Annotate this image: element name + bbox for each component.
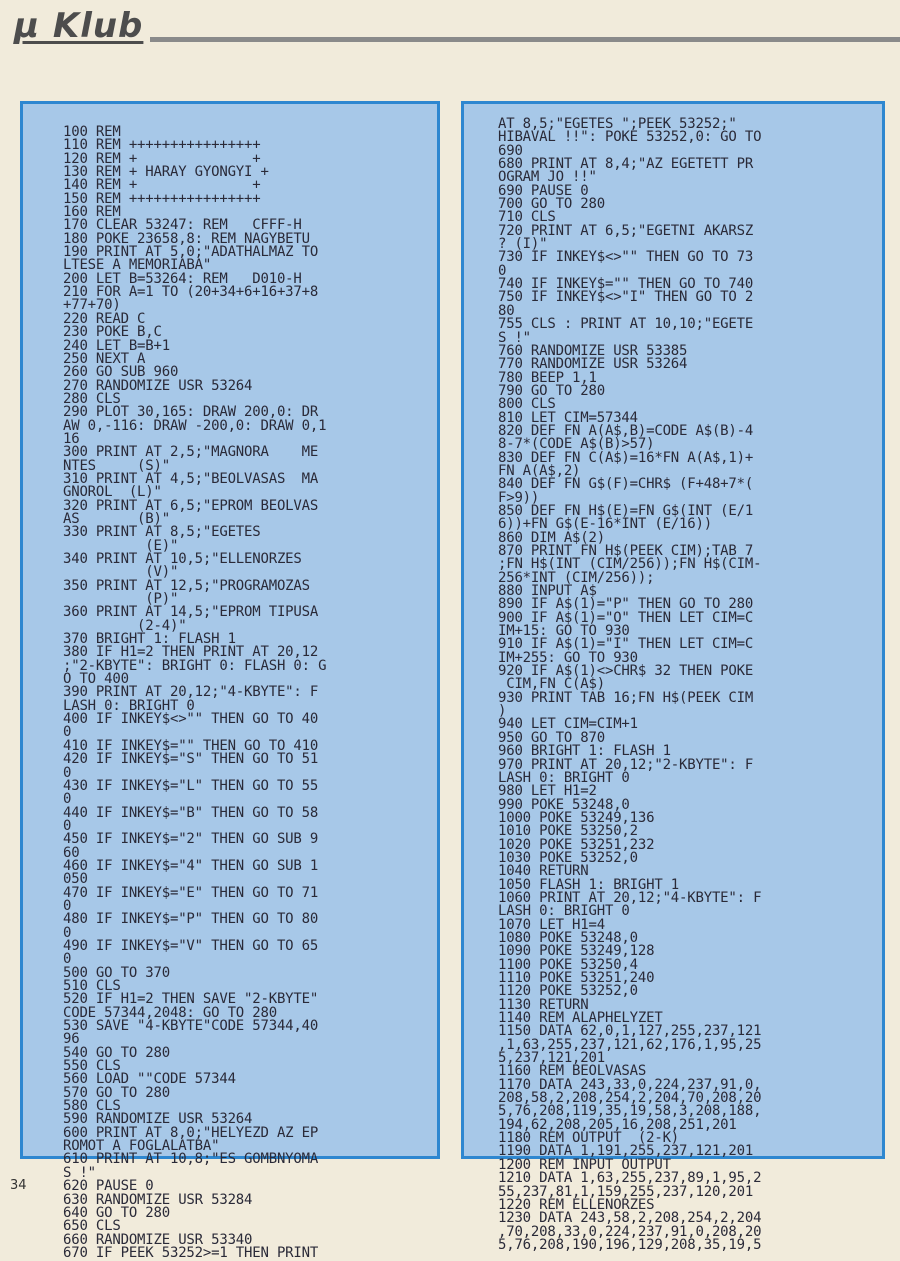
code-line: LASH 0: BRIGHT 0 [498,769,630,786]
code-line: 380 IF H1=2 THEN PRINT AT 20,12 [63,644,319,661]
code-line: 910 IF A$(1)="I" THEN LET CIM=C [498,636,754,653]
code-line: 1020 POKE 53251,232 [498,836,655,853]
code-line: 780 BEEP 1,1 [498,369,597,386]
code-line: IM+15: GO TO 930 [498,623,630,640]
code-line: 390 PRINT AT 20,12;"4-KBYTE": F [63,684,319,701]
code-line: 720 PRINT AT 6,5;"EGETNI AKARSZ [498,222,754,239]
code-line: 1130 RETURN [498,996,589,1013]
code-line: 770 RANDOMIZE USR 53264 [498,356,688,373]
code-line: HIBAVAL !!": POKE 53252,0: GO TO [498,129,762,146]
code-line: CIM,FN C(A$) [498,676,605,693]
code-line: 180 POKE 23658,8: REM NAGYBETU [63,230,310,247]
code-line: 870 PRINT FN H$(PEEK CIM);TAB 7 [498,543,754,559]
code-line: 280 CLS [63,390,121,407]
code-line: ,1,63,255,237,121,62,176,1,95,25 [498,1036,762,1053]
code-line: 1120 POKE 53252,0 [498,983,638,1000]
code-line: LASH 0: BRIGHT 0 [63,697,195,714]
code-line: ROMOT A FOGLALATBA" [63,1138,220,1155]
code-line: 1230 DATA 243,58,2,208,254,2,204 [498,1210,762,1227]
code-line: 810 LET CIM=57344 [498,409,638,426]
code-line: 950 GO TO 870 [498,729,605,746]
code-line: LASH 0: BRIGHT 0 [498,903,630,920]
code-line: 920 IF A$(1)<>CHR$ 32 THEN POKE [498,663,754,680]
code-line: 450 IF INKEY$="2" THEN GO SUB 9 [63,831,319,848]
code-line: 1210 DATA 1,63,255,237,89,1,95,2 [498,1170,762,1187]
code-line: 1040 RETURN [498,863,589,880]
code-line: 800 CLS [498,396,556,413]
code-line: 190 PRINT AT 5,0;"ADATHALMAZ TO [63,244,319,261]
code-line: 570 GO TO 280 [63,1084,170,1101]
code-line: 710 CLS [498,209,556,226]
code-line: 0 [63,764,72,781]
code-line: 440 IF INKEY$="B" THEN GO TO 58 [63,804,319,821]
code-line: 260 GO SUB 960 [63,364,179,381]
page-header [0,0,900,60]
code-line: 1150 DATA 62,0,1,127,255,237,121 [498,1023,762,1040]
code-line: 1160 REM BEOLVASAS [498,1063,647,1080]
code-line: 270 RANDOMIZE USR 53264 [63,377,253,394]
code-line: 1000 POKE 53249,136 [498,809,655,826]
code-line: 730 IF INKEY$<>"" THEN GO TO 73 [498,249,754,266]
code-line: 5,76,208,190,196,129,208,35,19,5 [498,1236,762,1253]
code-line: 620 PAUSE 0 [63,1178,154,1195]
code-line: 1060 PRINT AT 20,12;"4-KBYTE": F [498,889,762,906]
code-line: 850 DEF FN H$(E)=FN G$(INT (E/1 [498,502,754,519]
code-line: 120 REM + + [63,150,261,167]
code-line: 500 GO TO 370 [63,964,170,981]
code-line: 370 BRIGHT 1: FLASH 1 [63,631,236,648]
code-line: 60 [63,844,80,861]
code-line: 1110 POKE 53251,240 [498,970,655,986]
code-line: 890 IF A$(1)="P" THEN GO TO 280 [498,596,754,613]
code-line: 970 PRINT AT 20,12;"2-KBYTE": F [498,756,754,773]
code-line: 16 [63,430,80,447]
code-line: ? (I)" [498,236,548,253]
code-line: 8-7*(CODE A$(B)>57) [498,436,655,453]
code-line: 860 DIM A$(2) [498,529,605,546]
code-line: 660 RANDOMIZE USR 53340 [63,1231,253,1248]
code-line: 750 IF INKEY$<>"I" THEN GO TO 2 [498,289,754,306]
code-line: 1200 REM INPUT OUTPUT [498,1156,671,1173]
code-line: 760 RANDOMIZE USR 53385 [498,342,688,359]
code-line: 170 CLEAR 53247: REM CFFF-H [63,217,302,234]
code-line: S !" [63,1164,96,1181]
code-line: 130 REM + HARAY GYONGYI + [63,164,269,181]
code-line: 630 RANDOMIZE USR 53284 [63,1191,253,1208]
code-line: 940 LET CIM=CIM+1 [498,716,638,733]
code-line: 0 [63,951,72,968]
code-line: 650 CLS [63,1218,121,1235]
code-listing-left [63,126,326,1260]
code-line: 208,58,2,208,254,2,204,70,208,20 [498,1090,762,1107]
code-line: OGRAM JO !!" [498,169,597,186]
code-line: (P)" [63,591,179,608]
code-line: 110 REM ++++++++++++++++ [63,137,261,154]
code-line: 256*INT (CIM/256)); [498,569,655,586]
code-line: 1220 REM ELLENORZES [498,1196,655,1213]
code-line: ) [498,703,507,720]
code-line: 160 REM [63,204,121,221]
code-line: 194,62,208,205,16,208,251,201 [498,1116,737,1133]
code-line: 320 PRINT AT 6,5;"EPROM BEOLVAS [63,497,319,514]
code-line: 610 PRINT AT 10,8;"ES GOMBNYOMA [63,1151,319,1168]
code-line: 240 LET B=B+1 [63,337,170,354]
code-line: 640 GO TO 280 [63,1204,170,1221]
code-line: GNOROL (L)" [63,484,162,501]
code-line: 310 PRINT AT 4,5;"BEOLVASAS MA [63,470,319,487]
header-rule [150,37,900,42]
code-line: LTESE A MEMORIABA" [63,257,212,274]
code-line: 670 IF PEEK 53252>=1 THEN PRINT [63,1244,319,1261]
code-line: 820 DEF FN A(A$,B)=CODE A$(B)-4 [498,422,754,439]
code-line: 1090 POKE 53249,128 [498,943,655,960]
code-line: 580 CLS [63,1098,121,1115]
code-line: 755 CLS : PRINT AT 10,10;"EGETE [498,316,754,333]
code-line: 980 LET H1=2 [498,783,597,800]
code-line: 290 PLOT 30,165: DRAW 200,0: DR [63,404,319,421]
code-line: 690 PAUSE 0 [498,182,589,199]
code-line: 960 BRIGHT 1: FLASH 1 [498,743,671,760]
code-line: ;FN H$(INT (CIM/256));FN H$(CIM- [498,556,762,573]
code-line: 540 GO TO 280 [63,1044,170,1061]
code-line: CODE 57344,2048: GO TO 280 [63,1004,277,1021]
code-line: 880 INPUT A$ [498,583,597,600]
page-number: 34 [10,1178,27,1193]
code-line: 300 PRINT AT 2,5;"MAGNORA ME [63,444,319,461]
code-line: 420 IF INKEY$="S" THEN GO TO 51 [63,751,319,768]
code-line: 1180 REM OUTPUT (2-K) [498,1130,680,1147]
code-line: 740 IF INKEY$="" THEN GO TO 740 [498,276,754,293]
code-line: 460 IF INKEY$="4" THEN GO SUB 1 [63,857,319,874]
code-line: 230 POKE B,C [63,324,162,341]
code-line: 150 REM ++++++++++++++++ [63,190,261,207]
code-line: 5,237,121,201 [498,1050,605,1067]
code-line: 050 [63,871,88,888]
code-line: NTES (S)" [63,457,170,474]
code-line: 510 CLS [63,978,121,994]
code-line: +77+70) [63,297,121,314]
code-line: 96 [63,1031,80,1048]
code-line: 360 PRINT AT 14,5;"EPROM TIPUSA [63,604,319,621]
code-line: 0 [498,262,507,279]
code-line: 480 IF INKEY$="P" THEN GO TO 80 [63,911,319,928]
code-line: 400 IF INKEY$<>"" THEN GO TO 40 [63,711,319,728]
code-line: 520 IF H1=2 THEN SAVE "2-KBYTE" [63,991,319,1008]
code-line: 6))+FN G$(E-16*INT (E/16)) [498,516,712,533]
listing-panel-right [461,101,885,1253]
code-line: 590 RANDOMIZE USR 53264 [63,1111,253,1128]
code-line: 1170 DATA 243,33,0,224,237,91,0, [498,1076,762,1093]
code-line: 410 IF INKEY$="" THEN GO TO 410 [63,737,319,754]
code-line: 0 [63,817,72,834]
code-line: (E)" [63,537,179,554]
code-line: AT 8,5;"EGETES ";PEEK 53252;" [498,116,737,132]
code-line: 250 NEXT A [63,350,146,367]
code-line: ,70,208,33,0,224,237,91,0,208,20 [498,1223,762,1240]
code-line: 930 PRINT TAB 16;FN H$(PEEK CIM [498,689,754,706]
code-line: 0 [63,791,72,808]
code-line: 1010 POKE 53250,2 [498,823,638,840]
code-line: (2-4)" [63,617,187,634]
code-line: 990 POKE 53248,0 [498,796,630,813]
code-line: 0 [63,724,72,741]
code-line: 200 LET B=53264: REM D010-H [63,270,302,287]
code-line: 600 PRINT AT 8,0;"HELYEZD AZ EP [63,1124,319,1141]
code-line: 210 FOR A=1 TO (20+34+6+16+37+8 [63,284,319,301]
code-line: 790 GO TO 280 [498,382,605,399]
code-line: 1070 LET H1=4 [498,916,605,933]
code-line: FN A(A$,2) [498,462,581,479]
code-line: 340 PRINT AT 10,5;"ELLENORZES [63,551,302,567]
code-line: IM+255: GO TO 930 [498,649,638,666]
code-line: 1190 DATA 1,191,255,237,121,201 [498,1143,754,1160]
code-line: 0 [63,924,72,941]
code-line: F>9)) [498,489,540,506]
code-line: 840 DEF FN G$(F)=CHR$ (F+48+7*( [498,476,754,493]
code-line: 220 READ C [63,310,146,327]
code-line: 100 REM [63,124,121,140]
code-line: 5,76,208,119,35,19,58,3,208,188, [498,1103,762,1120]
code-line: 470 IF INKEY$="E" THEN GO TO 71 [63,884,319,901]
code-line: 55,237,81,1,159,255,237,120,201 [498,1183,754,1200]
code-line: AS (B)" [63,510,170,527]
code-line: 0 [63,897,72,914]
code-line: 430 IF INKEY$="L" THEN GO TO 55 [63,777,319,794]
code-line: 530 SAVE "4-KBYTE"CODE 57344,40 [63,1018,319,1035]
code-line: ;"2-KBYTE": BRIGHT 0: FLASH 0: G [63,657,327,674]
code-line: 80 [498,302,515,319]
code-line: 330 PRINT AT 8,5;"EGETES [63,524,261,541]
code-line: 830 DEF FN C(A$)=16*FN A(A$,1)+ [498,449,754,466]
code-line: 1030 POKE 53252,0 [498,849,638,866]
code-line: 1050 FLASH 1: BRIGHT 1 [498,876,680,893]
code-line: 560 LOAD ""CODE 57344 [63,1071,236,1088]
code-line: 140 REM + + [63,177,261,194]
listing-panel-left [20,101,440,1261]
code-line: 1100 POKE 53250,4 [498,956,638,973]
code-line: S !" [498,329,531,346]
code-line: 1140 REM ALAPHELYZET [498,1010,663,1027]
code-line: 690 [498,142,523,159]
code-line: AW 0,-116: DRAW -200,0: DRAW 0,1 [63,417,327,434]
code-line: 680 PRINT AT 8,4;"AZ EGETETT PR [498,156,754,173]
code-line: 900 IF A$(1)="O" THEN LET CIM=C [498,609,754,626]
code-line: O TO 400 [63,671,129,688]
code-line: (V)" [63,564,179,581]
code-line: 1080 POKE 53248,0 [498,929,638,946]
code-line: 550 CLS [63,1058,121,1075]
magazine-logo: µ Klub [14,6,144,46]
code-line: 350 PRINT AT 12,5;"PROGRAMOZAS [63,577,310,594]
code-line: 490 IF INKEY$="V" THEN GO TO 65 [63,937,319,954]
code-listing-right [498,118,761,1252]
code-line: 700 GO TO 280 [498,196,605,213]
